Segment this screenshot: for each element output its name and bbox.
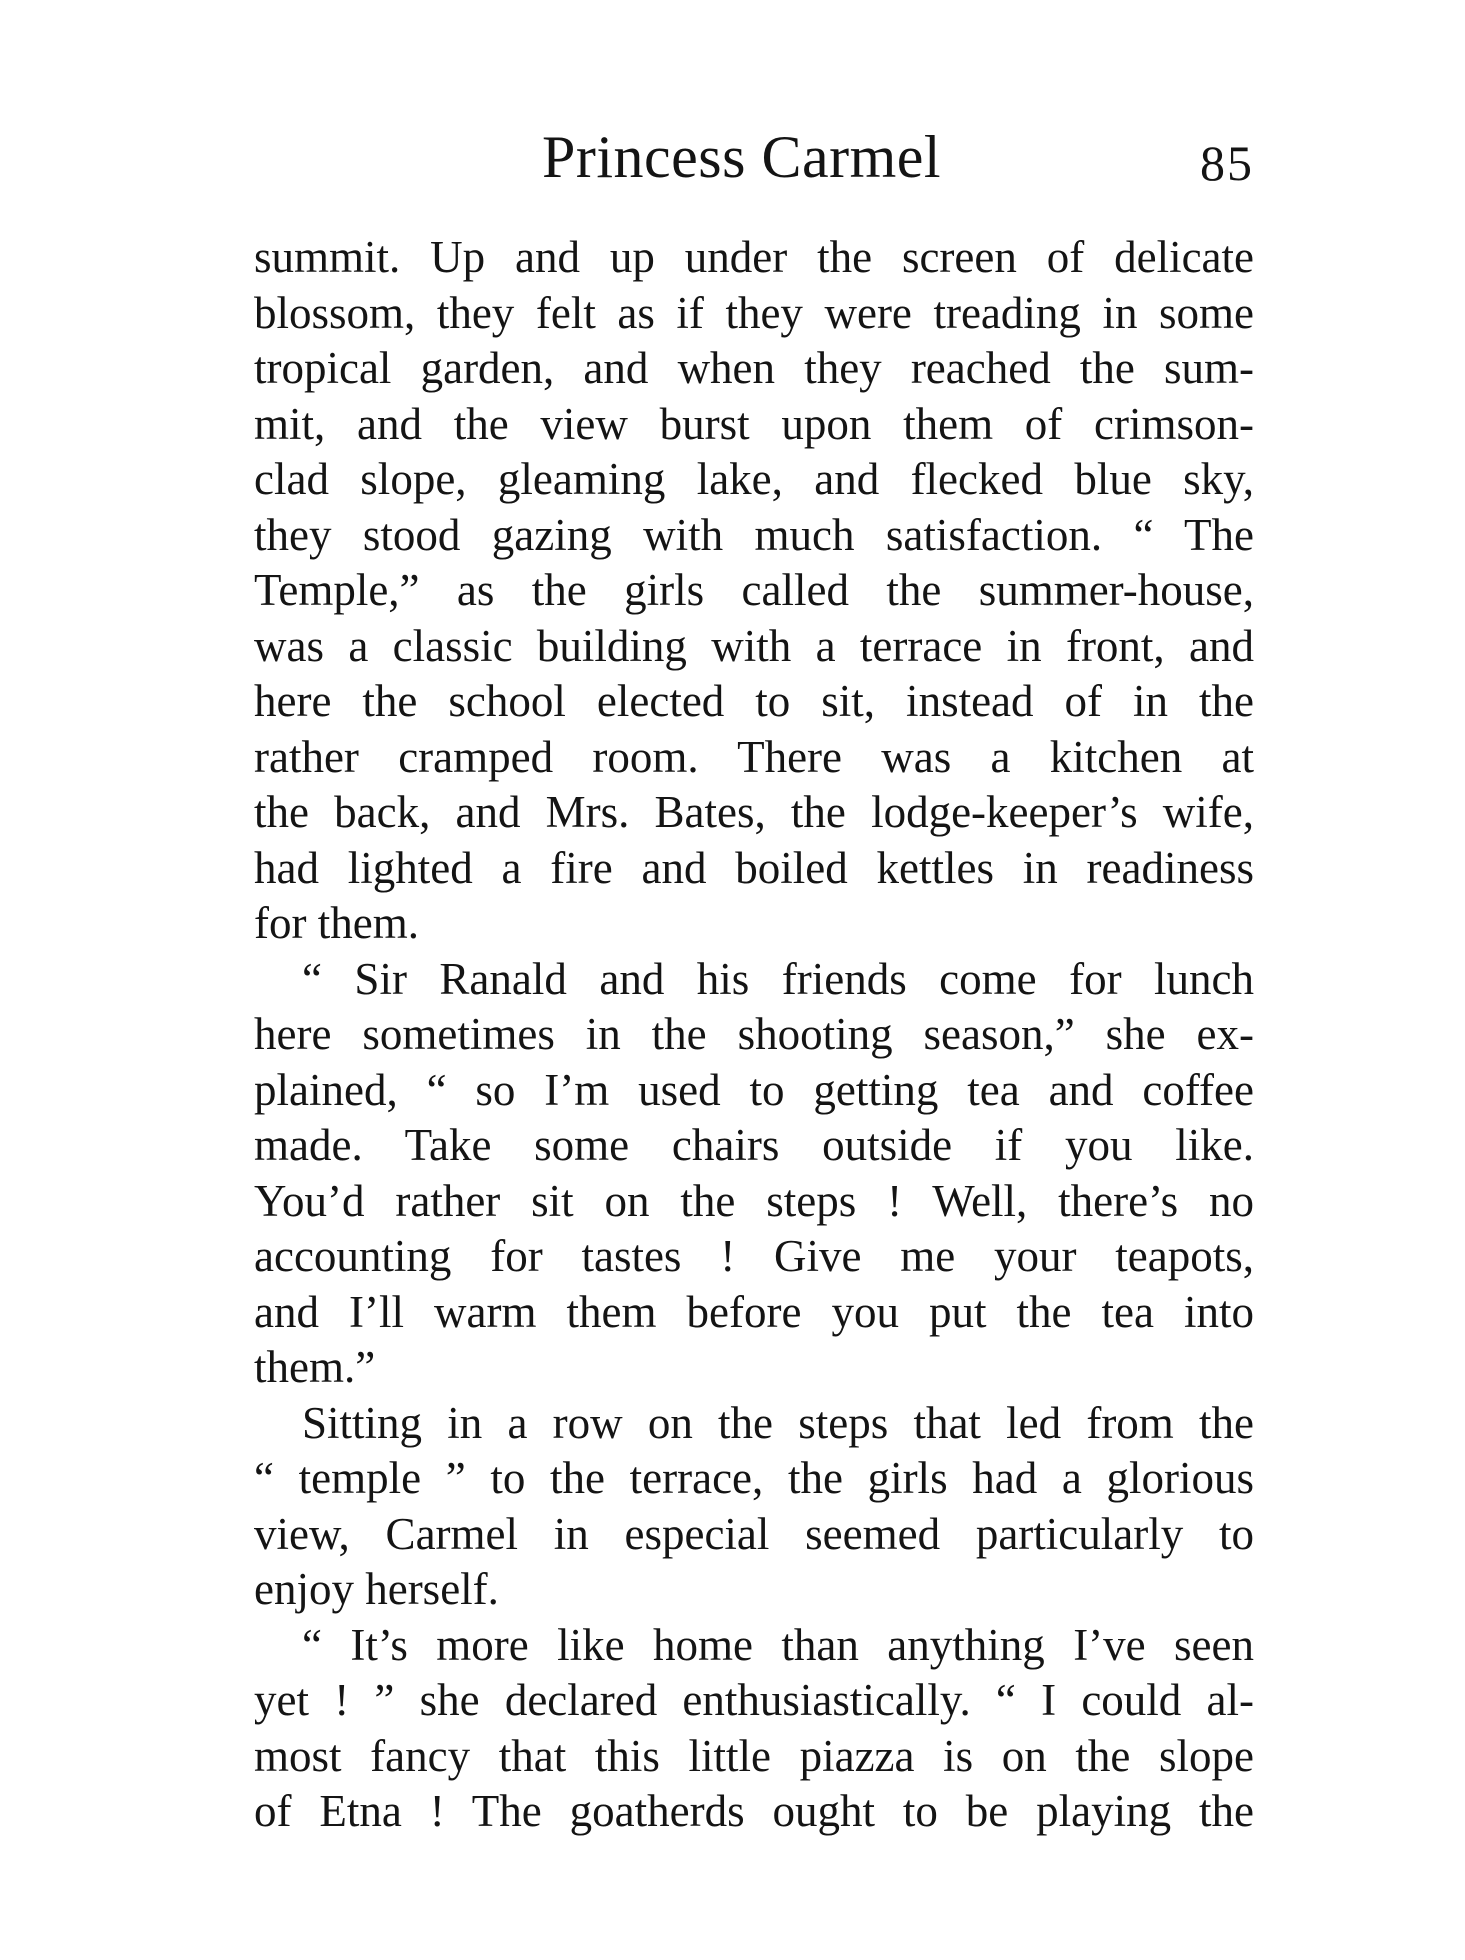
text-line: blossom, they felt as if they were treading in some (254, 287, 1254, 338)
text-line: mit, and the view burst upon them of crimson- (254, 398, 1254, 449)
page-header (254, 122, 1254, 192)
text-line: rather cramped room. There was a kitchen at (254, 731, 1254, 782)
text-line: plained, “ so I’m used to getting tea and coffee (254, 1064, 1254, 1115)
text-line: had lighted a fire and boiled kettles in readiness (254, 842, 1254, 893)
text-line: Temple,” as the girls called the summer-house, (254, 565, 1254, 615)
text-line: and I’ll warm them before you put the tea into (254, 1286, 1254, 1337)
text-line: made. Take some chairs outside if you like. (254, 1120, 1254, 1170)
text-line: Sitting in a row on the steps that led from the (302, 1397, 1254, 1448)
text-line: of Etna ! The goatherds ought to be playing the (254, 1786, 1254, 1836)
text-line: them.” (254, 1342, 376, 1392)
text-line: for them. (254, 898, 419, 948)
text-line: here the school elected to sit, instead of in the (254, 676, 1254, 726)
text-line: “ temple ” to the terrace, the girls had a glorious (254, 1453, 1254, 1503)
text-line: yet ! ” she declared enthusiastically. “ I could al- (254, 1675, 1254, 1725)
text-line: summit. Up and up under the screen of delicate (254, 232, 1254, 282)
text-line: clad slope, gleaming lake, and flecked blue sky, (254, 454, 1254, 504)
text-line: was a classic building with a terrace in front, and (254, 620, 1254, 671)
text-line: here sometimes in the shooting season,” she ex- (254, 1009, 1254, 1059)
text-line: “ It’s more like home than anything I’ve seen (302, 1619, 1254, 1670)
text-line: view, Carmel in especial seemed particularly to (254, 1508, 1254, 1559)
text-line: they stood gazing with much satisfaction. “ The (254, 509, 1254, 560)
text-line: accounting for tastes ! Give me your teapots, (254, 1231, 1254, 1281)
text-line: tropical garden, and when they reached the sum- (254, 343, 1254, 393)
running-title: Princess Carmel (542, 124, 942, 190)
text-line: You’d rather sit on the steps ! Well, there’s no (254, 1175, 1254, 1226)
text-line: enjoy herself. (254, 1564, 499, 1614)
body-text (254, 230, 1254, 1840)
page-number: 85 (1200, 135, 1254, 191)
text-line: “ Sir Ranald and his friends come for lunch (302, 953, 1254, 1004)
text-line: most fancy that this little piazza is on the slope (254, 1730, 1254, 1781)
text-line: the back, and Mrs. Bates, the lodge-keeper’s wife, (254, 787, 1254, 837)
